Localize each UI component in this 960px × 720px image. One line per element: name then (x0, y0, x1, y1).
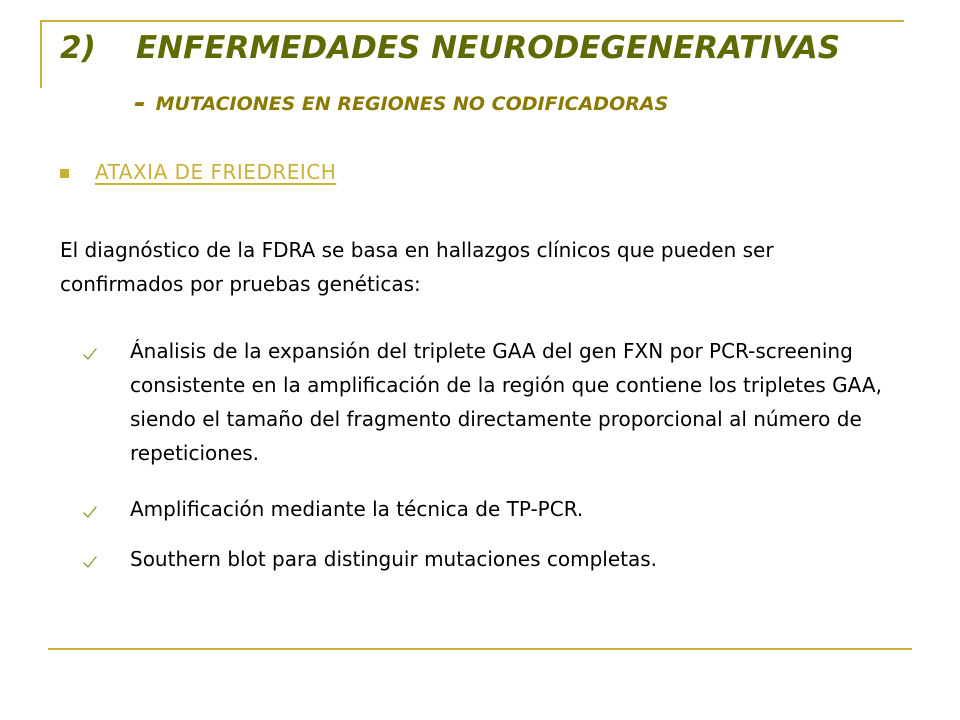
intro-paragraph: El diagnóstico de la FDRA se basa en hallazgos clínicos que pueden ser confirmados por pruebas genéticas: (60, 238, 774, 296)
subtitle-dash: - (134, 86, 146, 119)
slide-title (60, 30, 950, 66)
top-divider (40, 20, 904, 22)
slide-subtitle (134, 86, 668, 119)
list-item (82, 334, 912, 470)
slide-number: 2) (60, 30, 96, 66)
title-text: ENFERMEDADES NEURODEGENERATIVAS (136, 30, 841, 66)
list-item (82, 492, 912, 526)
square-bullet-icon (60, 169, 69, 178)
section-heading-row (60, 160, 336, 184)
list-item-text: Southern blot para distinguir mutaciones completas. (130, 547, 658, 571)
diagnosis-list (82, 334, 912, 598)
checkmark-icon (82, 504, 98, 520)
subtitle-text: MUTACIONES EN REGIONES NO CODIFICADORAS (155, 93, 669, 115)
list-item-text: Ánalisis de la expansión del triplete GAA del gen FXN por PCR-screening consistente en la amplificación de la región que contiene los tripletes GAA, siendo el tamaño del fragmento directamente proporcional al número de repeticiones. (130, 339, 882, 465)
list-item-text: Amplificación mediante la técnica de TP-PCR. (130, 497, 584, 521)
list-item (82, 542, 912, 576)
checkmark-icon (82, 554, 98, 570)
section-heading-link[interactable]: ATAXIA DE FRIEDREICH (95, 160, 337, 184)
checkmark-icon (82, 346, 98, 362)
left-divider (40, 20, 42, 88)
bottom-divider (48, 648, 912, 650)
